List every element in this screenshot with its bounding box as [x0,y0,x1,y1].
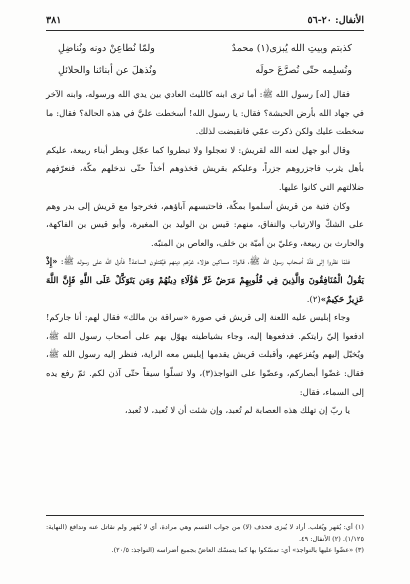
footnote: (٣) «عضّوا عليها بالنواجذ» أي: تمسّكوا بها كما يتمسّك العاضّ بجميع أضراسه (النواجذ: ٢٠/٥). [111,546,364,554]
footnote-ref: (٢). [306,294,321,305]
hemistich-second: ونُذهلَ عن أبنائنا والحلائلِ [58,65,157,76]
hemistich-first: كذبتم وبيتِ الله يُبزى(١) محمدٌ [231,43,352,54]
paragraph-text: فلمّا نظروا إلى قلّة أصحاب رسول الله ﷺ، قالوا: مساكين هؤلاء غرّهم دينهم فيُقتلون الساعة! فأنزل الله على رسوله ﷺ: [57,257,350,268]
poem-block [58,38,352,82]
paragraph: وجاء إبليس عليه اللعنة إلى قريش في صورة «سراقة بن مالك» فقال لهم: أنا جاركم! ادفعوا إليّ رايتكم. فدفعوها إليه، وجاء بشياطينه يهوّل بهم على أصحاب رسول الله ﷺ، ويُخيّل إليهم ويُفزعهم، وأقبلت قريش يقدمها إبليس معه الراية، فنظر إليه رسول الله ﷺ، فقال: غضّوا أبصاركم، وعضّوا على النواجذ(٣)، ولا تسلّوا سيفاً حتّى آذن لكم. ثمّ رفع يده إلى السماء، فقال: [46,313,364,398]
hemistich-first: ونُسلِمه حتّى نُصرَّعَ حولَه [255,65,352,76]
hemistich-second: ولمّا نُطاعِنْ دونه ونُناضِلِ [58,43,155,54]
footnote: (١) أي: يُقهر ويُغلب. أراد لا يُبزى فحذف (لا) من جواب القسم وهي مرادة، أي لا يُقهر ولم نقاتل عنه وندافع (النهاية: ١/١٢٥). (٢) الأنفال: ٤٩. [46,523,364,543]
running-header [46,12,364,28]
paragraph: وكان فتية من قريش أسلموا بمكّة، فاحتبسهم آباؤهم، فخرجوا مع قريش إلى بدر وهم على الشكّ والارتياب والنفاق، منهم: قيس بن الوليد بن المغيرة، وأبو قيس بن الفاكهة، والحارث بن ربيعة، وعليّ بن أميّة بن خلف، والعاص بن المنبّه. [46,201,364,249]
main-text [46,86,364,421]
quran-verse: «إِذْ يَقُولُ الْمُنَافِقُونَ وَالَّذِينَ فِي قُلُوبِهِمْ مَرَضٌ غَرَّ هَٰؤُلَاءِ دِينُهُمْ وَمَن يَتَوَكَّلْ عَلَى اللَّهِ فَإِنَّ اللَّهَ عَزِيزٌ حَكِيمٌ» [46,257,364,305]
paragraph: وقال أبو جهل لعنه الله لقريش: لا تعجلوا ولا تبطروا كما عجّل وبطر أبناء ربيعة، عليكم بأهل يثرب فاجزروهم جزراً، وعليكم بقريش فخذوهم أخذاً حتّى ندخلهم مكّة، فنعرّفهم ضلالتهم التي كانوا عليها. [46,145,364,193]
page-number: ٣٨١ [46,14,62,26]
paragraph [46,253,364,309]
footnote-rule [46,515,364,516]
poem-verse [58,60,352,82]
paragraph: يا ربّ إن تهلك هذه العصابة لم تُعبد، وإن شئت أن لا تُعبد، لا تُعبد، [124,406,350,417]
poem-verse [58,38,352,60]
footnotes [46,522,364,557]
header-rule [46,30,364,31]
surah-reference: الأنفال: ٢٠-٥٦ [307,14,364,26]
paragraph: فقال [له] رسول الله ﷺ: أما ترى ابنه كالليث العادي بين يدي الله ورسوله، وابنه الآخر في جهاد الله بأرض الحبشة؟ فقال: يا رسول الله! أسخطت عليَّ في هذه الحالة؟ فقال: ما سخطت عليك ولكن ذكرت عمّي فانقبضت لذلك. [46,90,364,138]
